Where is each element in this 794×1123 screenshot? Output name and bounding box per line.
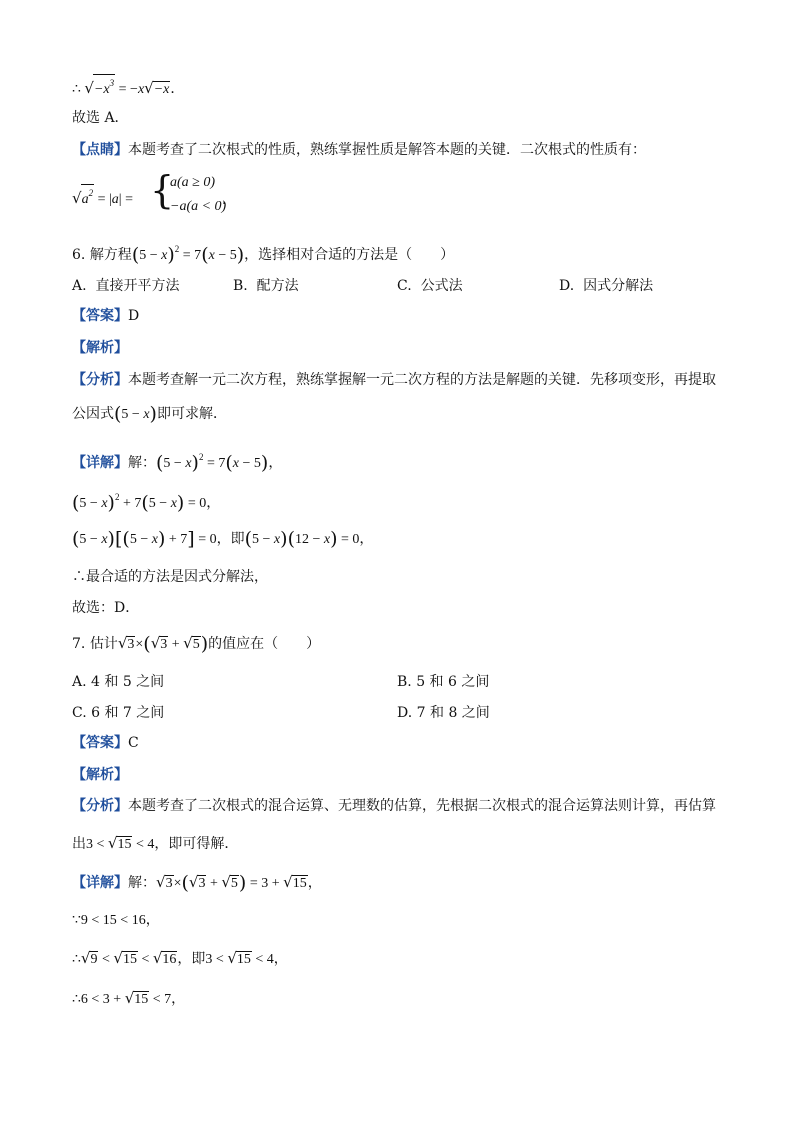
therefore-root-line: ∴ $√-x^3 = -x√-x$．	[72, 74, 184, 100]
q7-detail-line1: 【详解】解：√3×(√3 + √5) = 3 + √15，	[72, 872, 322, 894]
q7-answer: 【答案】C	[72, 735, 139, 751]
comment-line	[72, 140, 646, 160]
q7-detail-line2: ∵9 < 15 < 16，	[72, 913, 160, 928]
cases-brace: {	[150, 168, 175, 212]
q6-fenxi-line1: 【分析】本题考查解一元二次方程，熟练掌握解一元二次方程的方法是解题的关键．先移项变形，再提取	[72, 372, 716, 388]
q6-conclusion: ∴最合适的方法是因式分解法，	[72, 569, 268, 585]
q7-detail-line4: ∴6 < 3 + √15 < 7，	[72, 989, 186, 1007]
question-7-stem: 7. 估计√3×(√3 + √5)的值应在（ ）	[72, 633, 321, 655]
q6-answer: 【答案】D	[72, 308, 140, 324]
q7-option-d[interactable]: D. 7 和 8 之间	[397, 705, 490, 721]
formula-period: ．	[222, 192, 236, 208]
q6-option-b[interactable]: B. 配方法	[233, 278, 299, 294]
q6-detail-line3: (5 − x)[(5 − x) + 7] = 0，即(5 − x)(12 − x) = 0，	[72, 528, 374, 550]
q6-detail-line1: 【详解】解：$(5 - x)^2 = 7(x - 5)$，	[72, 452, 283, 474]
q7-option-c[interactable]: C. 6 和 7 之间	[72, 705, 165, 721]
q6-choose: 故选：D．	[72, 600, 140, 616]
q6-option-a[interactable]: A. 直接开平方法	[72, 278, 180, 294]
comment-tag: 【点睛】	[72, 142, 128, 158]
q6-option-d[interactable]: D. 因式分解法	[559, 278, 654, 294]
q7-detail-line3: ∴√9 < √15 < √16，即3 < √15 < 4，	[72, 949, 288, 967]
choose-a-line: 故选 A．	[72, 110, 129, 126]
sqrt-property-formula: $√a^2 = |a|$ =	[72, 184, 133, 210]
q6-analysis-tag: 【解析】	[72, 340, 128, 356]
q6-fenxi-line2: 公因式(5 − x)即可求解．	[72, 403, 227, 425]
comment-text: 本题考查了二次根式的性质，熟练掌握性质是解答本题的关键．二次根式的性质有：	[128, 142, 646, 158]
case-negative: −a(a < 0)	[170, 199, 227, 214]
q7-fenxi-line2: 出3 < √15 < 4，即可得解．	[72, 834, 239, 852]
q6-detail-line2: $(5 - x)^2 + 7(5 - x) = 0$，	[72, 492, 221, 514]
q7-analysis-tag: 【解析】	[72, 767, 128, 783]
q7-fenxi-line1: 【分析】本题考查了二次根式的混合运算、无理数的估算，先根据二次根式的混合运算法则计算，再估算	[72, 798, 716, 814]
q7-option-b[interactable]: B. 5 和 6 之间	[397, 674, 490, 690]
question-number: 7.	[72, 636, 86, 652]
question-number: 6.	[72, 247, 86, 263]
question-6-stem: 6. 解方程$(5 - x)^2 = 7(x - 5)$，选择相对合适的方法是（ ）	[72, 244, 455, 266]
case-nonnegative: a(a ≥ 0)	[170, 175, 216, 190]
q6-option-c[interactable]: C. 公式法	[397, 278, 463, 294]
q7-option-a[interactable]: A. 4 和 5 之间	[72, 674, 165, 690]
